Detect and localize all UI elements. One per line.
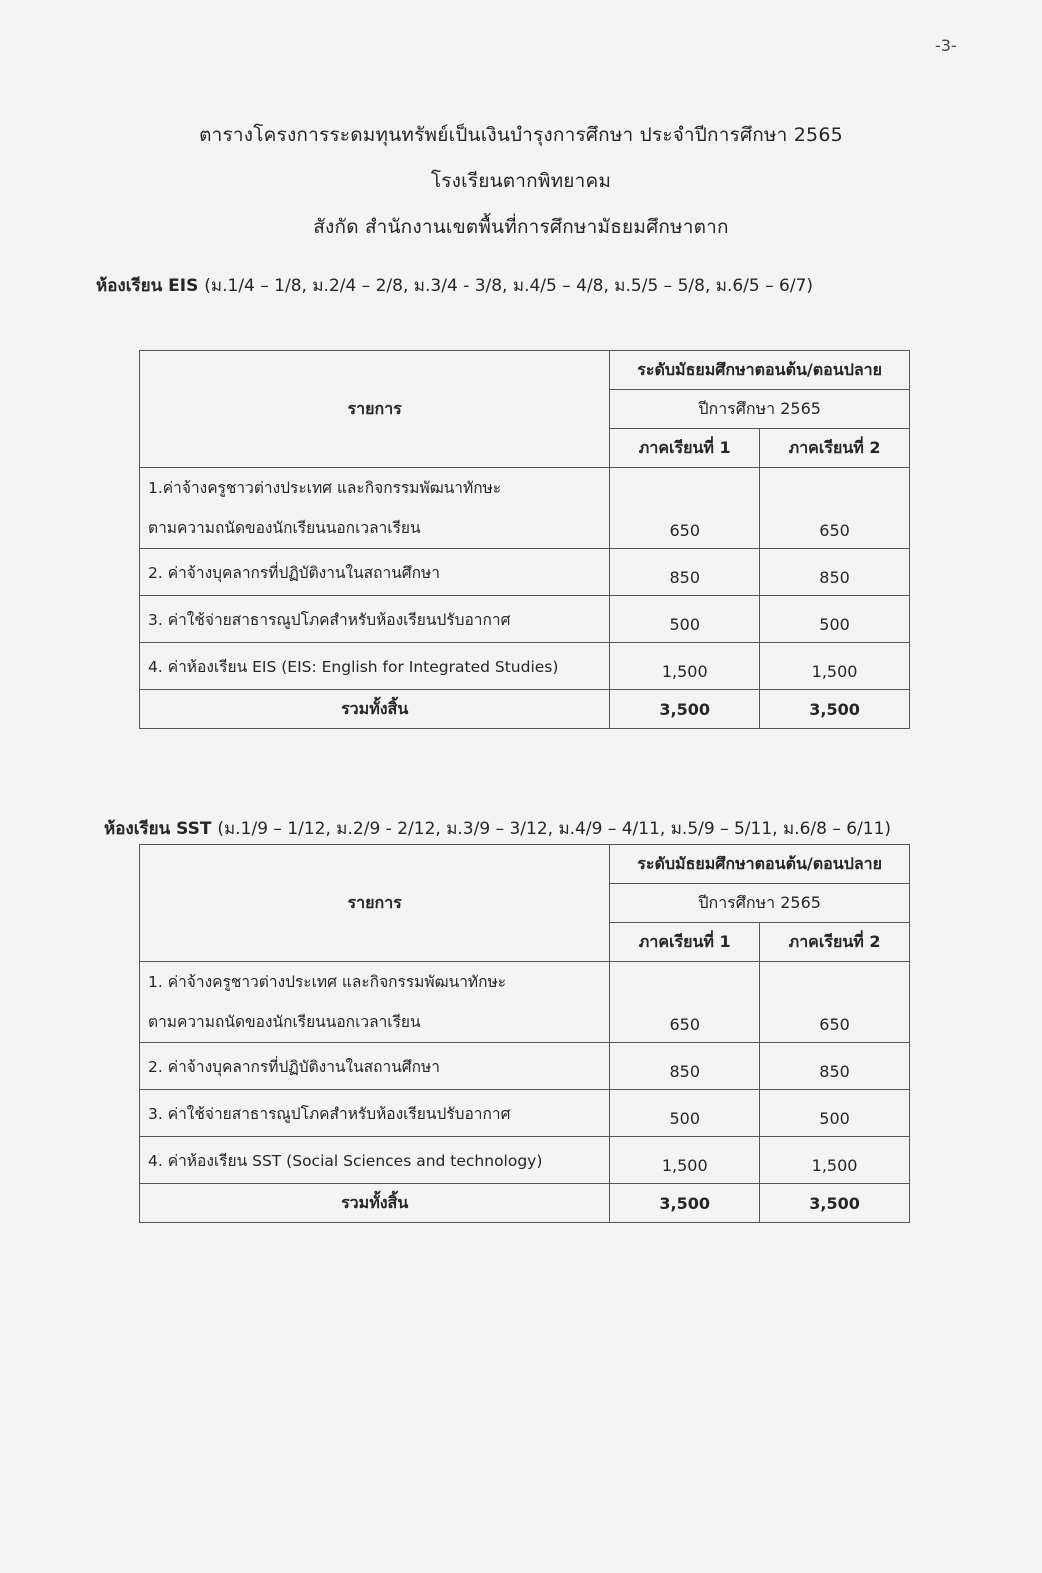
semester-2-value: 1,500 <box>760 643 910 690</box>
total-semester-1: 3,500 <box>610 1184 760 1223</box>
page-number: -3- <box>935 36 957 55</box>
total-row <box>140 1184 910 1223</box>
semester-1-value: 1,500 <box>610 643 760 690</box>
semester-1-value: 500 <box>610 596 760 643</box>
table-row <box>140 1090 910 1137</box>
title-line-3: สังกัด สำนักงานเขตพื้นที่การศึกษามัธยมศึกษาตาก <box>313 216 729 238</box>
table-row <box>140 1043 910 1090</box>
table-row <box>140 468 910 549</box>
column-header-semester-1: ภาคเรียนที่ 1 <box>610 923 760 962</box>
column-header-year: ปีการศึกษา 2565 <box>610 884 910 923</box>
total-semester-2: 3,500 <box>760 1184 910 1223</box>
total-label: รวมทั้งสิ้น <box>140 1184 610 1223</box>
item-cell: 2. ค่าจ้างบุคลากรที่ปฏิบัติงานในสถานศึกษา <box>140 549 610 596</box>
item-line: ตามความถนัดของนักเรียนนอกเวลาเรียน <box>148 1013 421 1031</box>
section-heading-sst <box>104 815 891 842</box>
column-header-item: รายการ <box>140 351 610 468</box>
total-label: รวมทั้งสิ้น <box>140 690 610 729</box>
semester-2-value: 1,500 <box>760 1137 910 1184</box>
column-header-level: ระดับมัธยมศึกษาตอนต้น/ตอนปลาย <box>610 351 910 390</box>
table-row <box>140 549 910 596</box>
item-cell: 2. ค่าจ้างบุคลากรที่ปฏิบัติงานในสถานศึกษา <box>140 1043 610 1090</box>
total-semester-2: 3,500 <box>760 690 910 729</box>
budget-table-eis <box>139 350 910 729</box>
semester-2-value: 650 <box>760 962 910 1043</box>
item-line: 1.ค่าจ้างครูชาวต่างประเทศ และกิจกรรมพัฒนาทักษะ <box>148 479 502 497</box>
title-line-1: ตารางโครงการระดมทุนทรัพย์เป็นเงินบำรุงการศึกษา ประจำปีการศึกษา 2565 <box>199 124 843 146</box>
semester-1-value: 850 <box>610 1043 760 1090</box>
table-row <box>140 1137 910 1184</box>
item-cell <box>140 962 610 1043</box>
item-cell <box>140 468 610 549</box>
class-list: (ม.1/9 – 1/12, ม.2/9 - 2/12, ม.3/9 – 3/12, ม.4/9 – 4/11, ม.5/9 – 5/11, ม.6/8 – 6/11) <box>217 819 892 839</box>
semester-1-value: 850 <box>610 549 760 596</box>
item-line: ตามความถนัดของนักเรียนนอกเวลาเรียน <box>148 519 421 537</box>
column-header-semester-2: ภาคเรียนที่ 2 <box>760 429 910 468</box>
item-line: 1. ค่าจ้างครูชาวต่างประเทศ และกิจกรรมพัฒนาทักษะ <box>148 973 507 991</box>
column-header-semester-1: ภาคเรียนที่ 1 <box>610 429 760 468</box>
column-header-level: ระดับมัธยมศึกษาตอนต้น/ตอนปลาย <box>610 845 910 884</box>
semester-1-value: 1,500 <box>610 1137 760 1184</box>
room-label: ห้องเรียน SST <box>104 819 212 839</box>
table-row <box>140 643 910 690</box>
class-list: (ม.1/4 – 1/8, ม.2/4 – 2/8, ม.3/4 - 3/8, ม.4/5 – 4/8, ม.5/5 – 5/8, ม.6/5 – 6/7) <box>204 276 814 296</box>
budget-table-sst <box>139 844 910 1223</box>
column-header-year: ปีการศึกษา 2565 <box>610 390 910 429</box>
semester-2-value: 650 <box>760 468 910 549</box>
table-row <box>140 962 910 1043</box>
item-cell: 3. ค่าใช้จ่ายสาธารณูปโภคสำหรับห้องเรียนปรับอากาศ <box>140 1090 610 1137</box>
total-semester-1: 3,500 <box>610 690 760 729</box>
semester-1-value: 500 <box>610 1090 760 1137</box>
semester-2-value: 850 <box>760 549 910 596</box>
semester-2-value: 500 <box>760 1090 910 1137</box>
room-label: ห้องเรียน EIS <box>96 276 199 296</box>
title-line-2: โรงเรียนตากพิทยาคม <box>430 170 612 192</box>
item-cell: 3. ค่าใช้จ่ายสาธารณูปโภคสำหรับห้องเรียนปรับอากาศ <box>140 596 610 643</box>
item-cell: 4. ค่าห้องเรียน SST (Social Sciences and technology) <box>140 1137 610 1184</box>
table-row <box>140 596 910 643</box>
semester-2-value: 850 <box>760 1043 910 1090</box>
semester-2-value: 500 <box>760 596 910 643</box>
semester-1-value: 650 <box>610 468 760 549</box>
semester-1-value: 650 <box>610 962 760 1043</box>
column-header-semester-2: ภาคเรียนที่ 2 <box>760 923 910 962</box>
column-header-item: รายการ <box>140 845 610 962</box>
item-cell: 4. ค่าห้องเรียน EIS (EIS: English for Integrated Studies) <box>140 643 610 690</box>
document-title <box>0 112 1042 250</box>
section-heading-eis <box>96 272 813 299</box>
total-row <box>140 690 910 729</box>
